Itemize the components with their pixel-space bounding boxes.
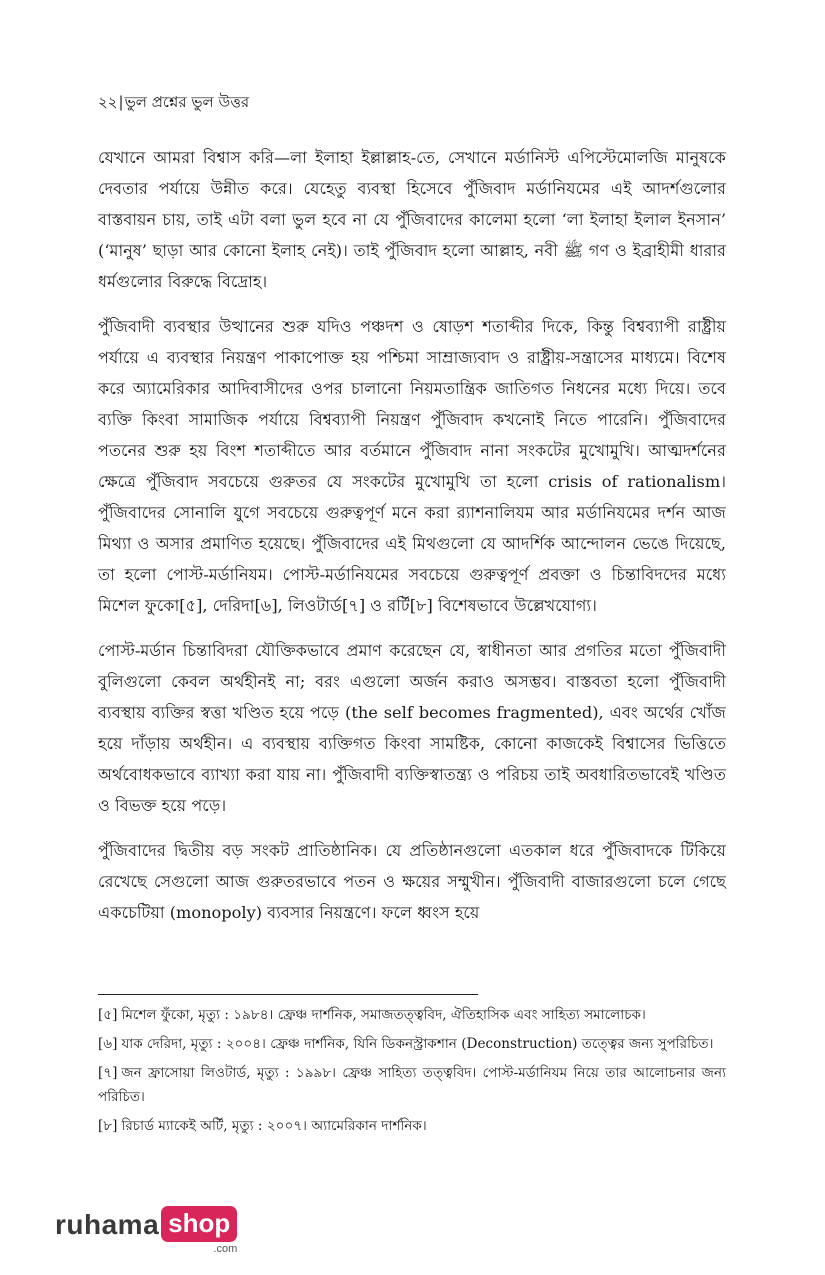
footnote-text: রিচার্ড ম্যাকেই অর্টি, মৃত্যু : ২০০৭। অ্যামেরিকান দার্শনিক।: [121, 1118, 427, 1134]
ruhamashop-logo: [55, 1206, 237, 1262]
page-number: ২২: [98, 93, 118, 111]
page-header: [98, 92, 249, 112]
footnote-marker: [৮]: [98, 1118, 118, 1134]
paragraph-3: পোস্ট-মর্ডান চিন্তাবিদরা যৌক্তিকভাবে প্রমাণ করেছেন যে, স্বাধীনতা আর প্রগতির মতো পুঁজিবাদী বুলিগুলো কেবল অর্থহীনই না; বরং এগুলো অর্জন করাও অসম্ভব। বাস্তবতা হলো পুঁজিবাদী ব্যবস্থায় ব্যক্তির স্বত্তা খণ্ডিত হয়ে পড়ে (the self becomes fragmented), এবং অর্থের খোঁজ হয়ে দাঁড়ায় অর্থহীন। এ ব্যবস্থায় ব্যক্তিগত কিংবা সামষ্টিক, কোনো কাজকেই বিশ্বাসের ভিত্তিতে অর্থবোধকভাবে ব্যাখ্যা করা যায় না। পুঁজিবাদী ব্যক্তিস্বাতন্ত্র্য ও পরিচয় তাই অবধারিতভাবেই খণ্ডিত ও বিভক্ত হয়ে পড়ে।: [98, 641, 726, 815]
paragraph-2: পুঁজিবাদী ব্যবস্থার উত্থানের শুরু যদিও পঞ্চদশ ও ষোড়শ শতাব্দীর দিকে, কিন্তু বিশ্বব্যাপী রাষ্ট্রীয় পর্যায়ে এ ব্যবস্থার নিয়ন্ত্রণ পাকাপোক্ত হয় পশ্চিমা সাম্রাজ্যবাদ ও রাষ্ট্রীয়-সন্ত্রাসের মাধ্যমে। বিশেষ করে অ্যামেরিকার আদিবাসীদের ওপর চালানো নিয়মতান্ত্রিক জাতিগত নিধনের মধ্যে দিয়ে। তবে ব্যক্তি কিংবা সামাজিক পর্যায়ে বিশ্বব্যাপী নিয়ন্ত্রণ পুঁজিবাদ কখনোই নিতে পারেনি। পুঁজিবাদের পতনের শুরু হয় বিংশ শতাব্দীতে আর বর্তমানে পুঁজিবাদ নানা সংকটের মুখোমুখি। আত্মদর্শনের ক্ষেত্রে পুঁজিবাদ সবচেয়ে গুরুতর যে সংকটের মুখোমুখি তা হলো crisis of rationalism। পুঁজিবাদের সোনালি যুগে সবচেয়ে গুরুত্বপূর্ণ মনে করা র‍্যাশনালিযম আর মর্ডানিযমের দর্শন আজ মিথ্যা ও অসার প্রমাণিত হয়েছে। পুঁজিবাদের এই মিথগুলো যে আদর্শিক আন্দোলন ভেঙে দিয়েছে, তা হলো পোস্ট-মর্ডানিযম। পোস্ট-মর্ডানিযমের সবচেয়ে গুরুত্বপূর্ণ প্রবক্তা ও চিন্তাবিদদের মধ্যে মিশেল ফুকো[৫], দেরিদা[৬], লিওটার্ড[৭] ও রর্টি[৮] বিশেষভাবে উল্লেখযোগ্য।: [98, 317, 726, 615]
footnote-marker: [৭]: [98, 1065, 118, 1081]
footnote-text: মিশেল ফুঁকো, মৃত্যু : ১৯৮৪। ফ্রেঞ্চ দার্শনিক, সমাজতত্ত্ববিদ, ঐতিহাসিক এবং সাহিত্য সমালোচক।: [121, 1007, 646, 1023]
footnote-5: [98, 1003, 726, 1027]
paragraph-1: যেখানে আমরা বিশ্বাস করি—লা ইলাহা ইল্লাল্লাহ-তে, সেখানে মর্ডানিস্ট এপিস্টেমোলজি মানুষকে দেবতার পর্যায়ে উন্নীত করে। যেহেতু ব্যবস্থা হিসেবে পুঁজিবাদ মর্ডানিযমের এই আদর্শগুলোর বাস্তবায়ন চায়, তাই এটা বলা ভুল হবে না যে পুঁজিবাদের কালেমা হলো ‘লা ইলাহা ইলাল ইনসান’ (‘মানুষ’ ছাড়া আর কোনো ইলাহ নেই)। তাই পুঁজিবাদ হলো আল্লাহ, নবী ﷺ গণ ও ইব্রাহীমী ধারার ধর্মগুলোর বিরুদ্ধে বিদ্রোহ।: [98, 148, 726, 291]
footnote-6: [98, 1032, 726, 1056]
logo-domain: .com: [213, 1243, 238, 1255]
logo-wordmark: ruhama: [55, 1209, 160, 1240]
body-text: [98, 142, 726, 942]
footnote-marker: [৫]: [98, 1007, 118, 1023]
footnotes: [98, 1003, 726, 1143]
logo-shop-box: [161, 1206, 237, 1256]
logo-shop-badge: shop: [161, 1206, 237, 1242]
running-book-title: ভুল প্রশ্নের ভুল উত্তর: [124, 93, 250, 111]
footnote-7: [98, 1061, 726, 1109]
footnote-text: যাক দেরিদা, মৃত্যু : ২০০৪। ফ্রেঞ্চ দার্শনিক, যিনি ডিকনস্ট্রাকশান (Deconstruction) তত্ত্বের জন্য সুপরিচিত।: [121, 1036, 714, 1052]
footnote-divider: [98, 994, 478, 995]
footnote-marker: [৬]: [98, 1036, 118, 1052]
footnote-8: [98, 1114, 726, 1138]
footnote-text: জন ফ্রাসোয়া লিওটার্ড, মৃত্যু : ১৯৯৮। ফ্রেঞ্চ সাহিত্য তত্ত্ববিদ। পোস্ট-মর্ডানিযম নিয়ে তার আলোচনার জন্য পরিচিত।: [98, 1065, 726, 1105]
paragraph-4: পুঁজিবাদের দ্বিতীয় বড় সংকট প্রাতিষ্ঠানিক। যে প্রতিষ্ঠানগুলো এতকাল ধরে পুঁজিবাদকে টিকিয়ে রেখেছে সেগুলো আজ গুরুতরভাবে পতন ও ক্ষয়ের সম্মুখীন। পুঁজিবাদী বাজারগুলো চলে গেছে একচেটিয়া (monopoly) ব্যবসার নিয়ন্ত্রণে। ফলে ধ্বংস হয়ে: [98, 841, 726, 922]
header-separator: |: [118, 93, 124, 111]
